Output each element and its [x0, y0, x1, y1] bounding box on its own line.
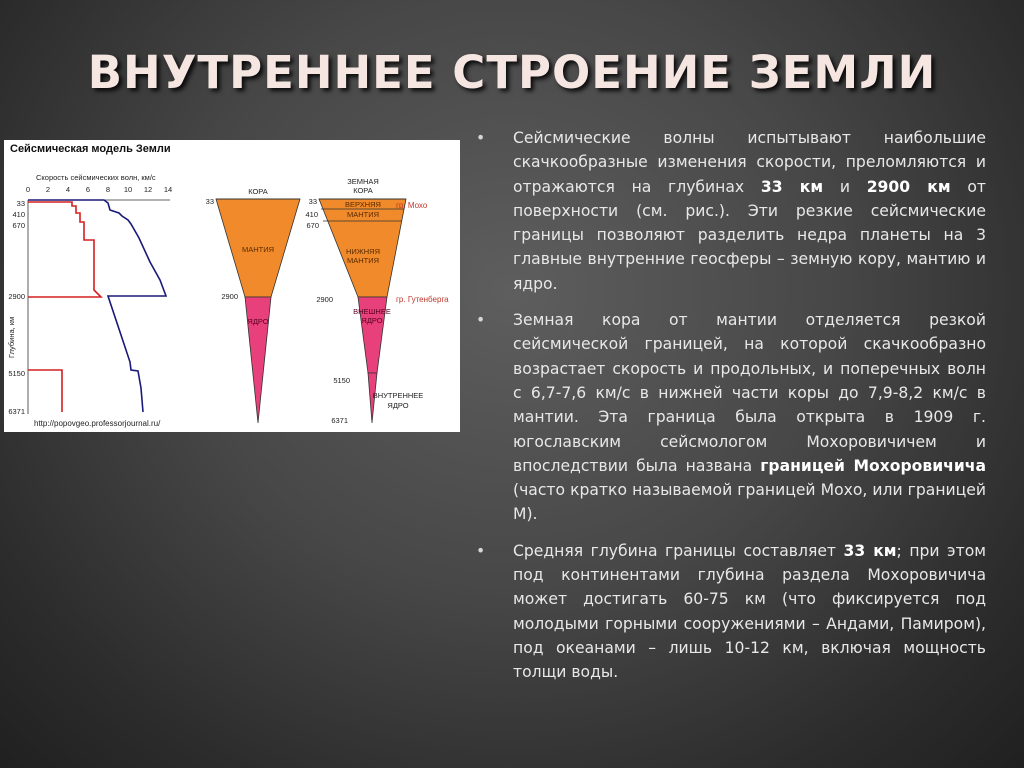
depth-tick: 2900	[8, 292, 25, 301]
speed-axis-label: Скорость сейсмических волн, км/с	[36, 173, 156, 182]
cone1-depth-2900: 2900	[221, 292, 238, 301]
speed-tick: 6	[85, 185, 91, 194]
depth-axis-label: Глубина, км	[7, 316, 16, 358]
speed-tick: 4	[65, 185, 71, 194]
cone2-outer-core-label: ЯДРО	[361, 316, 383, 325]
seismic-model-svg	[4, 140, 460, 432]
cone1-mantle-label: МАНТИЯ	[241, 245, 275, 254]
cone2-upper-mantle-label: МАНТИЯ	[346, 210, 380, 219]
cone2-depth-33: 33	[308, 197, 317, 206]
cone2-crust-label: ЗЕМНАЯ	[347, 177, 379, 186]
seismic-model-figure	[4, 140, 460, 432]
cone2-outer-core-label: ВНЕШНЕЕ	[353, 307, 391, 316]
cone2-lower-mantle-label: НИЖНЯЯ	[346, 247, 380, 256]
bullet-dot: •	[476, 129, 486, 147]
speed-tick: 14	[163, 185, 173, 194]
depth-tick: 6371	[8, 407, 25, 416]
cone1-core-label: ЯДРО	[247, 317, 269, 326]
cone2-crust-label: КОРА	[353, 186, 373, 195]
cone2-lower-mantle-label: МАНТИЯ	[346, 256, 380, 265]
s-wave-curve	[28, 202, 101, 297]
speed-tick: 0	[25, 185, 31, 194]
speed-tick: 12	[143, 185, 153, 194]
cone2-depth-6371: 6371	[331, 416, 348, 425]
cone2-depth-5150: 5150	[333, 376, 350, 385]
p-wave-curve	[28, 200, 166, 412]
cone2-inner-core-label: ЯДРО	[387, 401, 409, 410]
cone2-depth-670: 670	[306, 221, 319, 230]
cone1-core	[245, 297, 271, 423]
depth-tick: 410	[12, 210, 25, 219]
figure-url: http://popovgeo.professorjournal.ru/	[34, 419, 161, 428]
depth-tick: 670	[12, 221, 25, 230]
speed-tick: 2	[45, 185, 51, 194]
depth-tick: 33	[16, 199, 25, 208]
speed-tick: 10	[123, 185, 133, 194]
cone1-depth-33: 33	[205, 197, 214, 206]
cone2-upper-mantle-label: ВЕРХНЯЯ	[345, 200, 381, 209]
bullet-dot: •	[476, 541, 486, 560]
cone2-depth-2900: 2900	[316, 295, 333, 304]
slide-title: ВНУТРЕННЕЕ СТРОЕНИЕ ЗЕМЛИ	[87, 46, 937, 99]
cone2-inner-core-label: ВНУТРЕННЕЕ	[372, 391, 424, 400]
figure-title: Сейсмическая модель Земли	[10, 143, 171, 155]
bullet-paragraph-1: • Сейсмические волны испытывают наибольшие скачкообразные изменения скорости, преломляются и отражаются на глубинах 33 км и 2900 км от поверхности (см. рис.). Эти резкие сейсмические границы позволяют разделить недра планеты на 3 главные внутренние геосферы – земную кору, мантию и ядро.	[476, 126, 986, 296]
bullet-paragraph-2: • Земная кора от мантии отделяется резкой сейсмической границей, на которой скачкообразно возрастает скорость и продольных, и поперечных волн с 6,7-7,6 км/с в нижней части коры до 7,9-8,2 км/с в мантии. Эта граница была открыта в 1909 г. югославским сейсмологом Мохоровичичем и впоследствии была названа границей Мохоровичича (часто кратко называемой границей Мохо, или границей М).	[476, 308, 986, 527]
s-wave-inner-core-curve	[28, 370, 62, 412]
cone1-crust-label: КОРА	[248, 187, 268, 196]
moho-label: гр. Мохо	[396, 201, 428, 210]
depth-tick: 5150	[8, 369, 25, 378]
speed-tick: 8	[105, 185, 111, 194]
gutenberg-label: гр. Гутенберга	[396, 295, 449, 304]
cone2-depth-410: 410	[305, 210, 318, 219]
bullet-dot: •	[476, 311, 486, 330]
text-column	[476, 126, 986, 697]
bullet-paragraph-3: • Средняя глубина границы составляет 33 км; при этом под континентами глубина раздела Мохоровичича может достигать 60-75 км (что фиксируется под молодыми горными сооружениями – Андами, Памиром), под океанами – лишь 10-12 км, включая мощность толщи воды.	[476, 539, 986, 685]
